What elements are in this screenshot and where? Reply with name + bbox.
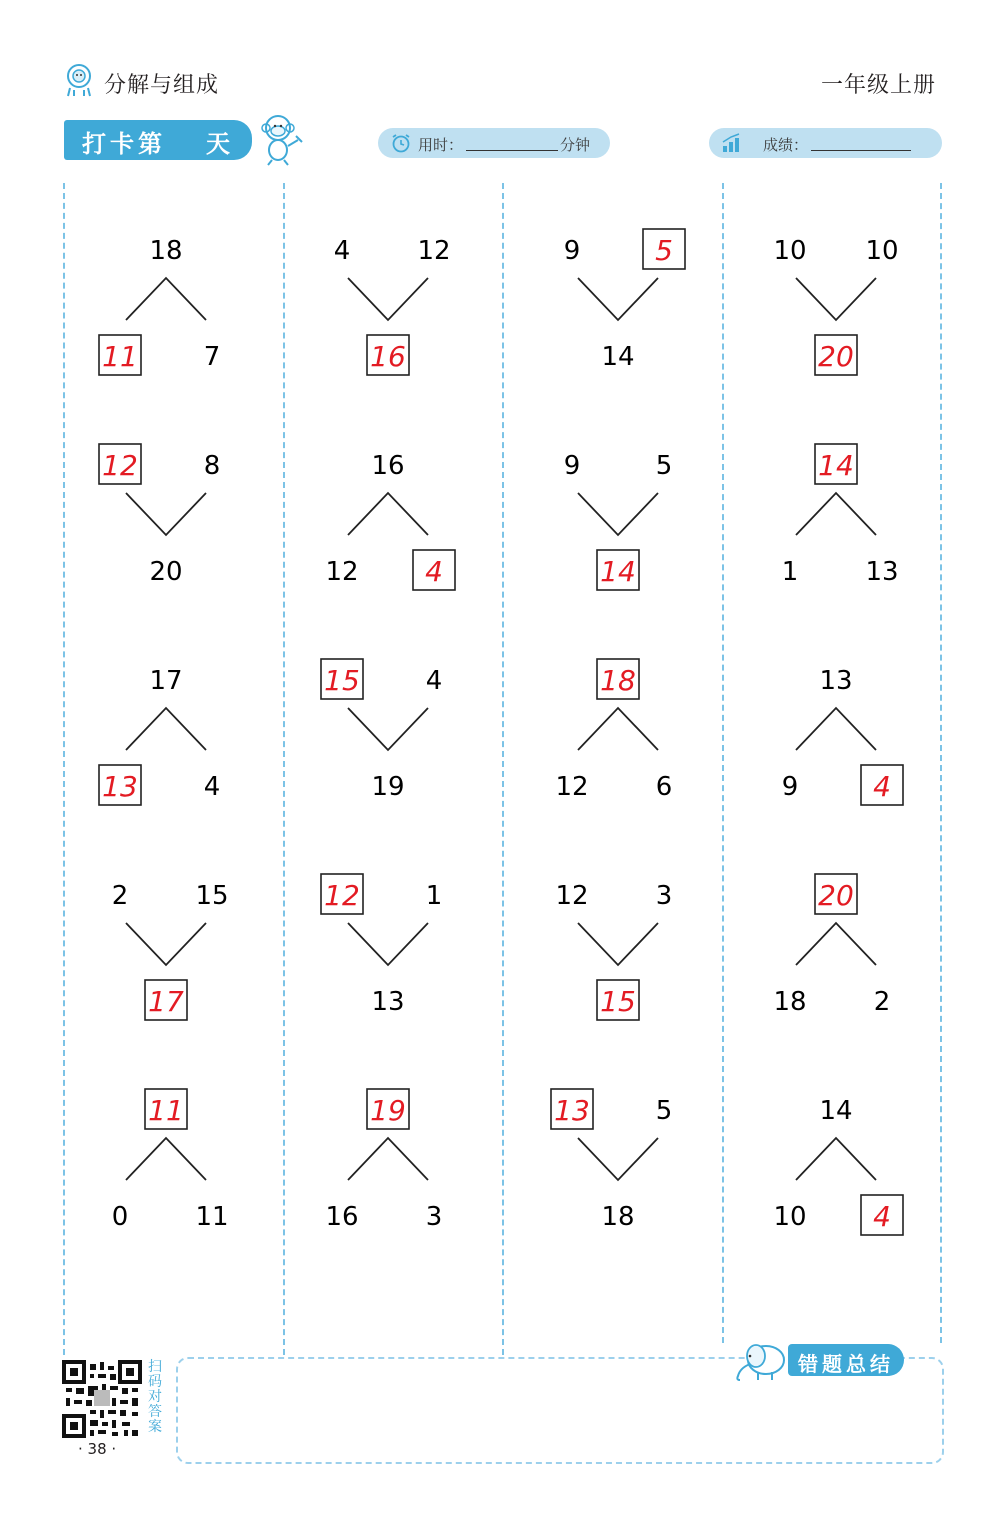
combine-lines xyxy=(578,923,658,965)
part-number: 12 xyxy=(555,772,589,802)
mistake-summary-label: 错题总结 xyxy=(798,1352,894,1376)
combine-lines xyxy=(348,923,428,965)
mistake-summary-tag xyxy=(788,1344,904,1376)
part-number: 12 xyxy=(555,881,589,911)
part-number: 7 xyxy=(203,342,221,372)
split-lines xyxy=(126,278,206,320)
combine-lines xyxy=(578,1138,658,1180)
part-number: 2 xyxy=(873,987,891,1017)
part-number: 10 xyxy=(773,1202,807,1232)
part-number: 13 xyxy=(865,557,899,587)
whole-number-answer: 20 xyxy=(818,340,854,373)
part-number: 3 xyxy=(425,1202,443,1232)
part-number: 9 xyxy=(563,236,581,266)
whole-number-answer: 17 xyxy=(148,985,184,1018)
part-number-answer: 4 xyxy=(873,770,891,803)
part-number: 6 xyxy=(655,772,673,802)
part-number-answer: 12 xyxy=(102,449,138,482)
whole-number: 18 xyxy=(149,236,183,266)
grade-label: 一年级上册 xyxy=(820,73,936,98)
whole-number-answer: 15 xyxy=(600,985,636,1018)
split-lines xyxy=(796,923,876,965)
combine-lines xyxy=(126,493,206,535)
whole-number: 19 xyxy=(371,772,405,802)
whole-number: 14 xyxy=(819,1096,853,1126)
time-label: 用时： xyxy=(418,136,464,154)
scan-answer-label: 扫码对答案 xyxy=(148,1359,162,1435)
part-number: 4 xyxy=(333,236,351,266)
whole-number: 17 xyxy=(149,666,183,696)
combine-lines xyxy=(578,493,658,535)
split-lines xyxy=(796,493,876,535)
part-number: 5 xyxy=(655,451,673,481)
part-number-answer: 13 xyxy=(102,770,138,803)
part-number: 8 xyxy=(203,451,221,481)
page-number: · 38 · xyxy=(78,1440,117,1458)
checkin-prefix: 打卡第 xyxy=(82,130,166,158)
part-number: 9 xyxy=(563,451,581,481)
combine-lines xyxy=(126,923,206,965)
whole-number: 20 xyxy=(149,557,183,587)
split-lines xyxy=(126,1138,206,1180)
part-number: 10 xyxy=(773,236,807,266)
part-number: 11 xyxy=(195,1202,229,1232)
part-number: 18 xyxy=(773,987,807,1017)
combine-lines xyxy=(348,278,428,320)
part-number-answer: 13 xyxy=(554,1094,590,1127)
elephant-icon xyxy=(732,1338,788,1382)
part-number: 5 xyxy=(655,1096,673,1126)
split-lines xyxy=(578,708,658,750)
part-number: 12 xyxy=(325,557,359,587)
part-number-answer: 5 xyxy=(655,234,673,267)
part-number: 15 xyxy=(195,881,229,911)
part-number: 4 xyxy=(203,772,221,802)
part-number: 0 xyxy=(111,1202,129,1232)
whole-number-answer: 14 xyxy=(818,449,854,482)
combine-lines xyxy=(796,278,876,320)
combine-lines xyxy=(578,278,658,320)
part-number-answer: 4 xyxy=(873,1200,891,1233)
part-number: 1 xyxy=(781,557,799,587)
part-number: 12 xyxy=(417,236,451,266)
part-number: 2 xyxy=(111,881,129,911)
whole-number: 18 xyxy=(601,1202,635,1232)
split-lines xyxy=(796,708,876,750)
whole-number: 16 xyxy=(371,451,405,481)
part-number-answer: 11 xyxy=(102,340,138,373)
whole-number-answer: 18 xyxy=(600,664,636,697)
part-number: 3 xyxy=(655,881,673,911)
part-number-answer: 12 xyxy=(324,879,360,912)
whole-number-answer: 16 xyxy=(370,340,406,373)
whole-number-answer: 11 xyxy=(148,1094,184,1127)
whole-number-answer: 20 xyxy=(818,879,854,912)
part-number-answer: 4 xyxy=(425,555,443,588)
whole-number: 14 xyxy=(601,342,635,372)
part-number: 1 xyxy=(425,881,443,911)
qr-code[interactable] xyxy=(62,1360,142,1438)
part-number: 9 xyxy=(781,772,799,802)
score-label: 成绩： xyxy=(763,136,809,154)
split-lines xyxy=(348,493,428,535)
part-number: 16 xyxy=(325,1202,359,1232)
split-lines xyxy=(348,1138,428,1180)
whole-number: 13 xyxy=(371,987,405,1017)
combine-lines xyxy=(348,708,428,750)
part-number: 4 xyxy=(425,666,443,696)
part-number-answer: 15 xyxy=(324,664,360,697)
part-number: 10 xyxy=(865,236,899,266)
whole-number-answer: 19 xyxy=(370,1094,406,1127)
split-lines xyxy=(796,1138,876,1180)
whole-number-answer: 14 xyxy=(600,555,636,588)
time-unit: 分钟 xyxy=(560,136,591,154)
whole-number: 13 xyxy=(819,666,853,696)
worksheet-title: 分解与组成 xyxy=(104,73,220,98)
checkin-suffix: 天 xyxy=(206,130,230,158)
split-lines xyxy=(126,708,206,750)
